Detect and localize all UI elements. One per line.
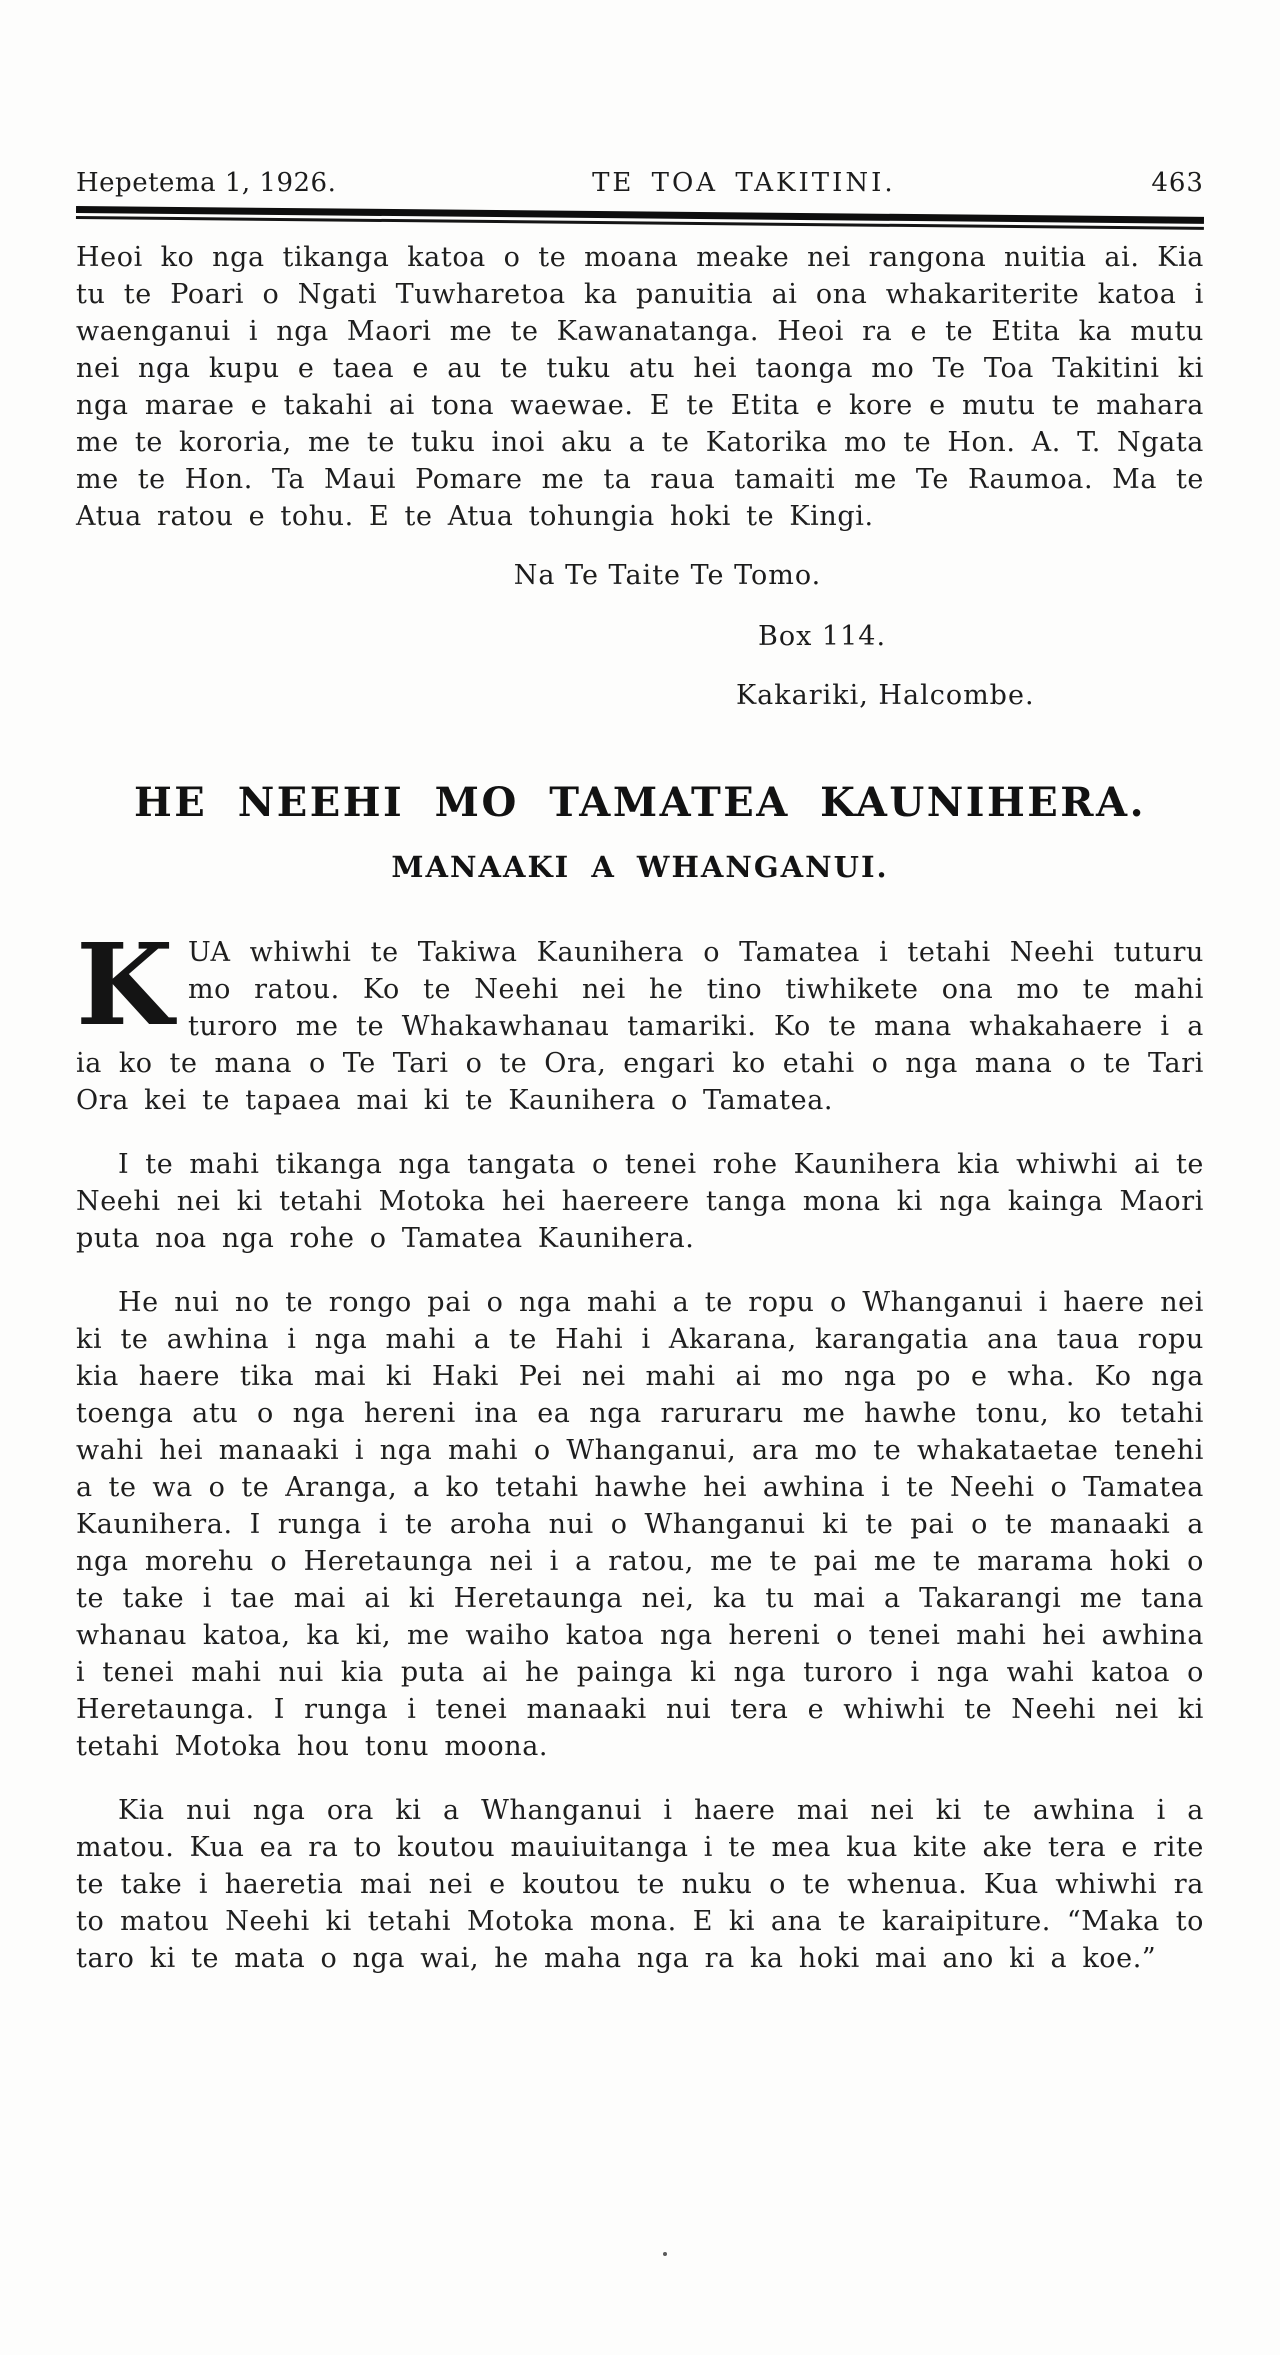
letter-address-place: Kakariki, Halcombe.	[736, 680, 1035, 711]
masthead-title: TE TOA TAKITINI.	[592, 168, 896, 198]
page-header	[76, 168, 1204, 198]
article-paragraph: He nui no te rongo pai o nga mahi a te ropu o Whanganui i haere nei ki te awhina i nga mahi a te Hahi i Akarana, karangatia ana taua ropu kia haere tika mai ki Haki Pei nei mahi ai mo nga po e wha. Ko nga toenga atu o nga hereni ina ea nga raruraru me hawhe tonu, ko tetahi wahi hei manaaki i nga mahi o Whanganui, ara mo te whakataetae tenehi a te wa o te Aranga, a ko tetahi hawhe hei awhina i te Neehi o Tamatea Kaunihera. I runga i te aroha nui o Whanganui ki te pai o te manaaki a nga morehu o Heretaunga nei i a ratou, me te pai me te marama hoki o te take i tae mai ai ki Heretaunga nei, ka tu mai a Takarangi me tana whanau katoa, ka ki, me waiho katoa nga hereni o tenei mahi hei awhina i tenei mahi nui kia puta ai he painga ki nga turoro i nga wahi katoa o Heretaunga. I runga i tenei manaaki nui tera e whiwhi te Neehi nei ki tetahi Motoka hou tonu moona.	[76, 1287, 1204, 1762]
letter-body-text: Heoi ko nga tikanga katoa o te moana meake nei rangona nuitia ai. Kia tu te Poari o Ngati Tuwharetoa ka panuitia ai ona whakariterite katoa i waenganui i nga Maori me te Kawanatanga. Heoi ra e te Etita ka mutu nei nga kupu e taea e au te tuku atu hei taonga mo Te Toa Takitini ki nga marae e takahi ai tona waewae. E te Etita e kore e mutu te mahara me te kororia, me te tuku inoi aku a te Katorika mo te Hon. A. T. Ngata me te Hon. Ta Maui Pomare me ta raua tamaiti me Te Raumoa. Ma te Atua ratou e tohu. E te Atua tohungia hoki te Kingi.	[76, 242, 1204, 532]
article-title: HE NEEHI MO TAMATEA KAUNIHERA.	[134, 779, 1146, 826]
letter-section	[76, 239, 1204, 714]
article-paragraph: I te mahi tikanga nga tangata o tenei rohe Kaunihera kia whiwhi ai te Neehi nei ki tetahi Motoka hei haereere tanga mona ki nga kainga Maori puta noa nga rohe o Tamatea Kaunihera.	[76, 1149, 1204, 1254]
drop-cap-letter: K	[76, 920, 174, 1051]
article-subtitle: MANAAKI A WHANGANUI.	[391, 850, 889, 884]
article-section	[76, 780, 1204, 1977]
letter-signature: Na Te Taite Te Tomo.	[513, 560, 822, 591]
letter-address-box: Box 114.	[758, 621, 887, 652]
header-double-rule	[76, 206, 1204, 230]
scan-speck	[663, 2252, 667, 2256]
article-lead-paragraph	[76, 920, 1204, 1119]
article-paragraph: Kia nui nga ora ki a Whanganui i haere mai nei ki te awhina i a matou. Kua ea ra to koutou mauiuitanga i te mea kua kite ake tera e rite te take i haeretia mai nei e koutou te nuku o te whenua. Kua whiwhi ra to matou Neehi ki tetahi Motoka mona. E ki ana te karaipiture. “Maka to taro ki te mata o nga wai, he maha nga ra ka hoki mai ano ki a koe.”	[76, 1795, 1204, 1974]
article-lead-text: UA whiwhi te Takiwa Kaunihera o Tamatea i tetahi Neehi tuturu mo ratou. Ko te Neehi nei he tino tiwhikete ona mo te mahi turoro me te Whakawhanau tamariki. Ko te mana whakahaere i a ia ko te mana o Te Tari o te Ora, engari ko etahi o nga mana o te Tari Ora kei te tapaea mai ki te Kaunihera o Tamatea.	[76, 937, 1204, 1116]
page-number: 463	[1151, 168, 1204, 198]
issue-date: Hepetema 1, 1926.	[76, 168, 337, 198]
